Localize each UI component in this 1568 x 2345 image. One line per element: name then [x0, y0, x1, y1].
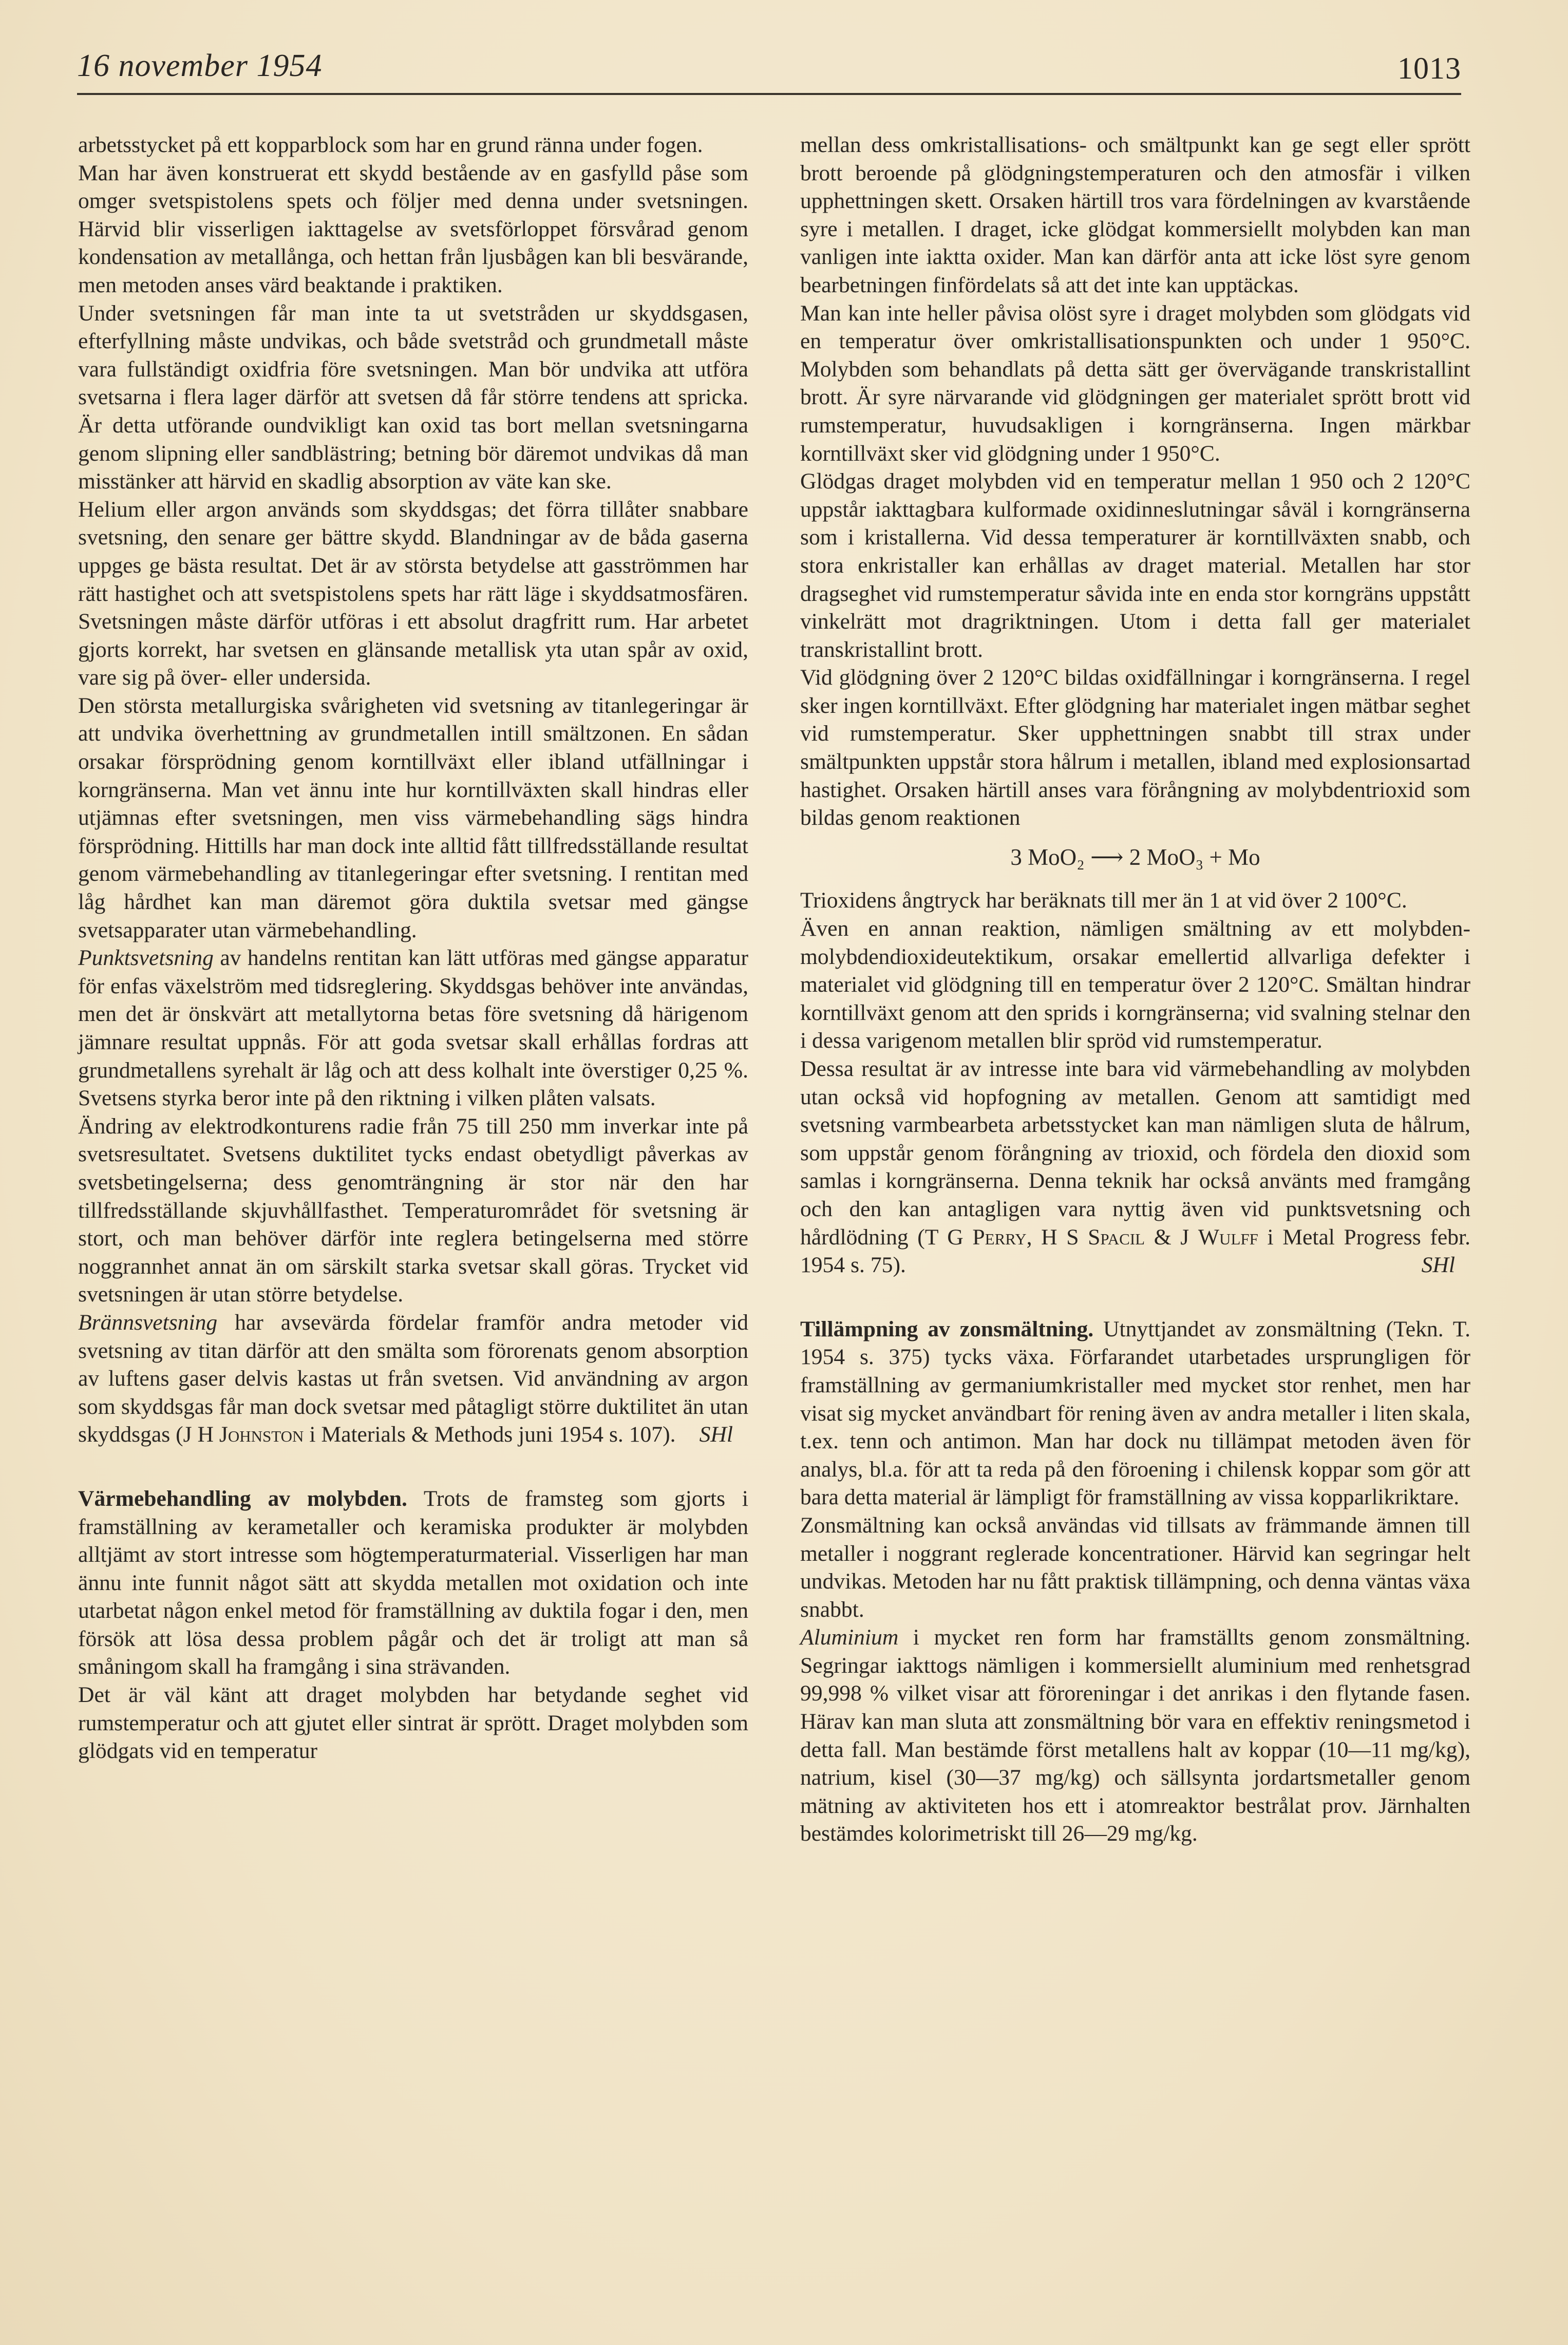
paragraph: mellan dess omkristallisations- och smältpunkt kan ge segt eller sprött brott beroende på glödgningstemperaturen och den atmosfär i vilken upphettningen skett. Orsaken härtill tros vara fördelningen av kvarstående syre i metallen. I draget, icke glödgat kommersiellt molybden kan man vanligen inte iaktta oxider. Man kan därför anta att icke löst syre genom bearbetningen finfördelats så att det inte kan upptäckas. [800, 133, 1470, 297]
paragraph: Helium eller argon används som skyddsgas; det förra tillåter snabbare svetsning, den senare ger bättre skydd. Blandningar av de båda gaserna uppges ge bästa resultat. Det är av största betydelse att gasströmmen har rätt hastighet och att svetspistolens spets har rätt läge i skyddsatmosfären. Svetsningen måste därför utföras i ett absolut dragfritt rum. Har arbetet gjorts korrekt, har svetsen en glänsande metallisk yta utan spår av oxid, vare sig på över- eller undersida. [78, 497, 748, 690]
left-column [78, 131, 748, 1765]
paragraph [78, 1309, 748, 1449]
author-name: Perry [972, 1224, 1027, 1250]
paragraph: Zonsmältning kan också användas vid tillsats av främmande ämnen till metaller i noggrant reglerade koncentrationer. Härvid kan segringar helt undvikas. Metoden har nu fått praktisk tillämpning, och denna väntas växa snabbt. [800, 1512, 1470, 1622]
italic-term: Brännsvetsning [78, 1310, 218, 1335]
paragraph-text: i Materials & Methods juni 1954 s. 107). [304, 1422, 676, 1447]
italic-term: Punktsvetsning [78, 945, 214, 971]
paragraph-text: i Metal Progress febr. 1954 s. 75). [800, 1224, 1471, 1278]
section-heading: Tillämpning av zonsmältning. [800, 1316, 1094, 1341]
paragraph-text: , H S [1026, 1224, 1088, 1250]
header-date: 16 november 1954 [77, 48, 323, 83]
signature: SHl [699, 1422, 733, 1447]
paragraph: Trioxidens ångtryck har beräknats till mer än 1 at vid över 2 100°C. [800, 888, 1407, 913]
paragraph-text: har avsevärda fördelar framför andra metoder vid svetsning av titan därför att den smälta som förorenats genom absorption av luftens gaser delvis kastas ut från svetsen. Vid användning av argon som skyddsgas får man dock svetsar med påtagligt större duktilitet än utan skyddsgas (J H [78, 1310, 748, 1447]
paragraph [800, 1055, 1470, 1279]
paragraph [78, 944, 748, 1112]
paragraph: Ändring av elektrodkonturens radie från 75 till 250 mm inverkar inte på svetsresultatet. Svetsens duktilitet tycks endast obetydligt påverkas av svetsbetingelserna; dess genomträngning är stor när den har tillfredsställande skjuvhållfasthet. Temperaturområdet för svetsning är stort, och man behöver därför inte reglera betingelserna med större noggrannhet annat än om särskilt starka svetsar skall göras. Trycket vid svetsningen är utan större betydelse. [78, 1113, 748, 1307]
page-number: 1013 [1397, 51, 1461, 85]
paragraph-text: Dessa resultat är av intresse inte bara vid värmebehandling av molybden utan också vid hopfogning av metallen. Genom att samtidigt med svetsning varmbearbeta arbetsstycket kan man nämligen sluta de hålrum, som uppstår genom förångning av trioxid, och fördela den dioxid som samlas i korngränserna. Denna teknik har också använts med framgång och den kan antagligen vara nyttig även vid punktsvetsning och hårdlödning (T G [800, 1056, 1470, 1250]
paragraph [800, 1315, 1470, 1511]
paragraph: Det är väl känt att draget molybden har betydande seghet vid rumstemperatur och att gjutet eller sintrat är sprött. Draget molybden som glödgats vid en temperatur [78, 1682, 748, 1764]
paragraph [78, 1485, 748, 1681]
right-column [800, 131, 1470, 1848]
paragraph: Även en annan reaktion, nämligen smältning av ett molybden-molybdendioxideutektikum, orsakar emellertid allvarliga defekter i materialet vid glödgning till en temperatur över 2 120°C. Smältan hindrar korntillväxt genom att den sprids i korngränserna; vid svalning stelnar den i dessa varigenom metallen blir spröd vid rumstemperatur. [800, 916, 1470, 1053]
author-name: Wulff [1198, 1224, 1258, 1250]
paragraph: Under svetsningen får man inte ta ut svetstråden ur skyddsgasen, efterfyllning måste undvikas, och både svetstråd och grundmetall måste vara fullständigt oxidfria före svetsningen. Man bör undvika att utföra svetsarna i flera lager därför att svetsen då får större tendens att spricka. Är detta utförande oundvikligt kan oxid tas bort mellan svetsningarna genom slipning eller sandblästring; betning bör däremot undvikas då man misstänker att härvid en skadlig absorption av väte kan ske. [78, 300, 748, 494]
signature: SHl [1421, 1253, 1455, 1278]
chemical-formula: 3 MoO₂ ⟶ 2 MoO₃ + Mo [1010, 844, 1260, 870]
paragraph: Man har även konstruerat ett skydd bestående av en gasfylld påse som omger svetspistolens spets och följer med denna under svetsningen. Härvid blir visserligen iakttagelse av svetsförloppet försvårad genom kondensation av metallånga, och hettan från ljusbågen kan bli besvärande, men metoden anses värd beaktande i praktiken. [78, 160, 748, 297]
paragraph: Den största metallurgiska svårigheten vid svetsning av titanlegeringar är att undvika överhettning av grundmetallen intill smältzonen. En sådan orsakar försprödning genom korntillväxt eller ibland utfällningar i korngränserna. Man vet ännu inte hur korntillväxten skall hindras eller utjämnas efter svetsningen, men viss värmebehandling sägs hindra försprödning. Hittills har man dock inte alltid fått tillfredsställande resultat genom värmebehandling av titanlegeringar efter svetsning. I rentitan med låg hårdhet kan man däremot göra duktila svetsar med gängse svetsapparater utan värmebehandling. [78, 693, 748, 942]
paragraph-text: i mycket ren form har framställts genom zonsmältning. Segringar iakttogs nämligen i kommersiellt aluminium med renhetsgrad 99,998 % vilket visar att föroreningar i det anrikas i den flytande fasen. Härav kan man sluta att zonsmältning bör vara en effektiv reningsmetod i detta fall. Man bestämde först metallens halt av koppar (10—11 mg/kg), natrium, kisel (30—37 mg/kg) och sällsynta jordartsmetaller genom mätning av aktiviteten hos ett i atomreaktor bestrålat prov. Järnhalten bestämdes kolorimetriskt till 26—29 mg/kg. [800, 1625, 1470, 1846]
author-name: Johnston [219, 1422, 304, 1447]
paragraph: Vid glödgning över 2 120°C bildas oxidfällningar i korngränserna. I regel sker ingen korntillväxt. Efter glödgning har materialet ingen mätbar seghet vid rumstemperatur. Sker upphettningen snabbt till strax under smältpunkten uppstår stora hålrum i metallen, ibland med explosionsartad hastighet. Orsaken härtill anses vara förångning av molybdentrioxid som bildas genom reaktionen [800, 665, 1470, 830]
section-heading: Värmebehandling av molybden. [78, 1486, 407, 1511]
paragraph-text: Trots de framsteg som gjorts i framställning av kerametaller och keramiska produkter är molybden alltjämt av stort intresse som högtemperaturmaterial. Visserligen har man ännu inte funnit något sätt att skydda metallen mot oxidation och inte utarbetat någon enkel metod för framställning av duktila fogar i den, men försök att lösa dessa problem pågår och det är troligt att man så småningom skall ha framgång i sina strävanden. [78, 1486, 748, 1679]
paragraph-text: av handelns rentitan kan lätt utföras med gängse apparatur för enfas växelström med tidsreglering. Skyddsgas behöver inte användas, men det är önskvärt att metallytorna betas före svetsning då härigenom jämnare resultat uppnås. För att goda svetsar skall erhållas fordras att grundmetallens syrehalt är låg och att dess kolhalt inte överstiger 0,25 %. Svetsens styrka beror inte på den riktning i vilken plåten valsats. [78, 945, 748, 1111]
author-name: Spacil [1088, 1224, 1145, 1250]
paragraph: Glödgas draget molybden vid en temperatur mellan 1 950 och 2 120°C uppstår iakttagbara kulformade oxidinneslutningar såväl i korngränserna som i kristallerna. Vid dessa temperaturer är korntillväxten snabb, och stora enkristaller kan erhållas av draget material. Metallen har stor dragseghet vid rumstemperatur såvida inte en enda stor korngräns uppstått vinkelrätt mot dragriktningen. Utom i detta fall ger materialet transkristallint brott. [800, 469, 1470, 662]
paragraph: arbetsstycket på ett kopparblock som har en grund ränna under fogen. [78, 133, 703, 157]
italic-term: Aluminium [800, 1625, 899, 1650]
paragraph-text: & J [1145, 1224, 1198, 1250]
page-header [77, 44, 1461, 95]
paragraph: Man kan inte heller påvisa olöst syre i draget molybden som glödgats vid en temperatur över omkristallisationspunkten och under 1 950°C. Molybden som behandlats på detta sätt ger övervägande transkristallint brott. Är syre närvarande vid glödgningen ger materialet sprött brott vid rumstemperatur, huvudsakligen i korngränserna. Ingen märkbar korntillväxt sker vid glödgning under 1 950°C. [800, 300, 1470, 466]
paragraph [800, 1623, 1470, 1848]
paragraph-text: Utnyttjandet av zonsmältning (Tekn. T. 1954 s. 375) tycks växa. Förfarandet utarbetades ursprungligen för framställning av germaniumkristaller med mycket stor renhet, men har visat sig mycket användbart för rening även av andra metaller i liten skala, t.ex. tenn och antimon. Man har dock nu tillämpat metoden även för analys, bl.a. för att ta reda på den föroening i chilensk koppar som gör att bara detta material är lämpligt för framställning av vissa kopparlikriktare. [800, 1316, 1470, 1510]
